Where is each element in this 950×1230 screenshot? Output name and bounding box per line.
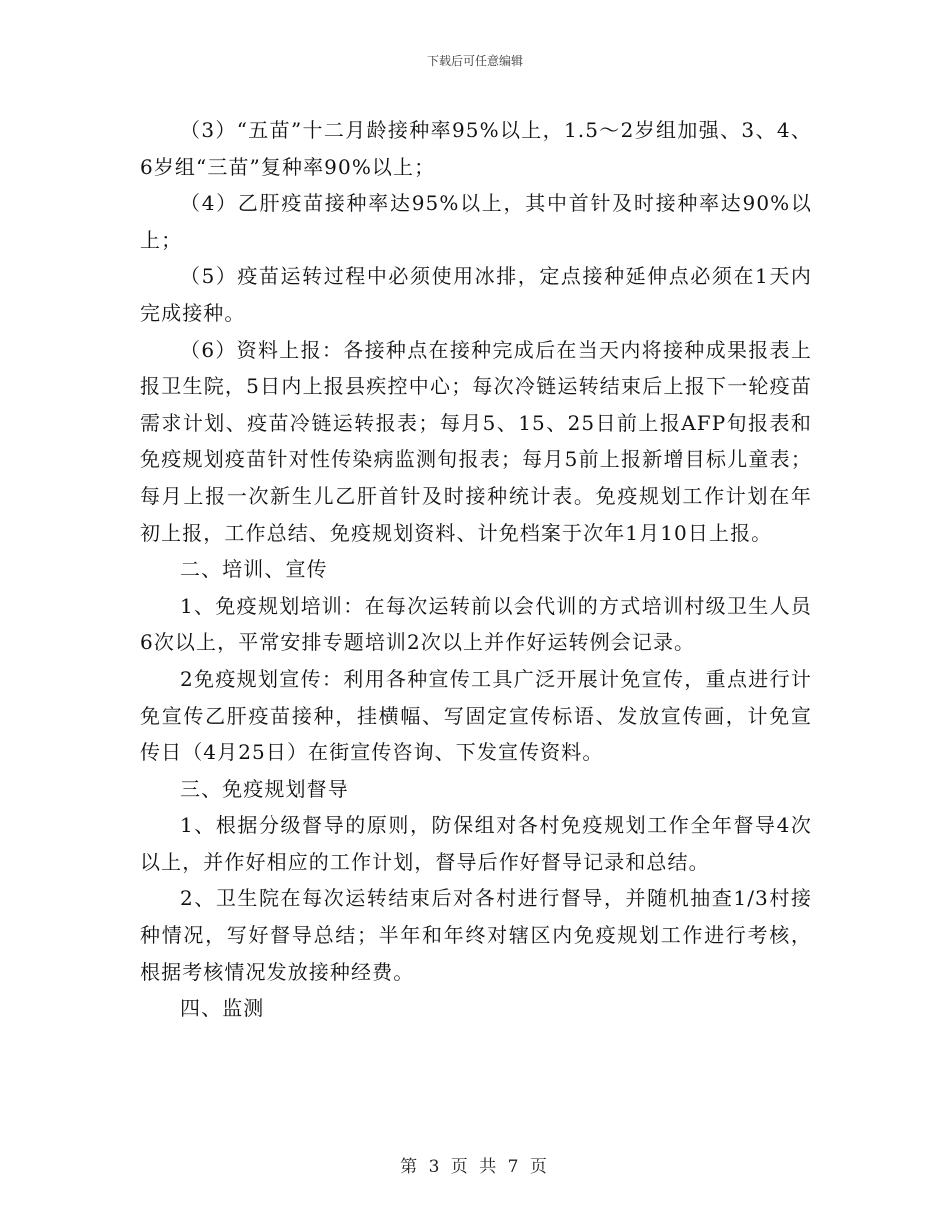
paragraph-supervision-2: 2、卫生院在每次运转结束后对各村进行督导，并随机抽查1/3村接种情况，写好督导总结；半年和年终对辖区内免疫规划工作进行考核，根据考核情况发放接种经费。 bbox=[140, 886, 812, 984]
paragraph-training: 1、免疫规划培训：在每次运转前以会代训的方式培训村级卫生人员6次以上，平常安排专题培训2次以上并作好运转例会记录。 bbox=[140, 593, 812, 655]
paragraph-item-6: （6）资料上报：各接种点在接种完成后在当天内将接种成果报表上报卫生院，5日内上报县疾控中心；每次冷链运转结束后上报下一轮疫苗需求计划、疫苗冷链运转报表；每月5、15、25日前上报AFP旬报表和免疫规划疫苗针对性传染病监测旬报表；每月5前上报新增目标儿童表；每月上报一次新生儿乙肝首针及时接种统计表。免疫规划工作计划在年初上报，工作总结、免疫规划资料、计免档案于次年1月10日上报。 bbox=[140, 337, 812, 545]
section-heading-supervision: 三、免疫规划督导 bbox=[180, 776, 349, 801]
section-heading-training: 二、培训、宣传 bbox=[180, 557, 328, 582]
section-heading-monitoring: 四、监测 bbox=[180, 996, 265, 1021]
paragraph-item-5: （5）疫苗运转过程中必须使用冰排，定点接种延伸点必须在1天内完成接种。 bbox=[140, 264, 812, 325]
paragraph-item-4: （4）乙肝疫苗接种率达95%以上，其中首针及时接种率达90%以上； bbox=[140, 191, 812, 252]
document-body bbox=[140, 112, 812, 1027]
paragraph-supervision-1: 1、根据分级督导的原则，防保组对各村免疫规划工作全年督导4次以上，并作好相应的工作计划，督导后作好督导记录和总结。 bbox=[140, 813, 812, 874]
paragraph-item-3: （3）“五苗”十二月龄接种率95%以上，1.5～2岁组加强、3、4、6岁组“三苗”复种率90%以上； bbox=[140, 118, 812, 179]
page-footer: 第 3 页 共 7 页 bbox=[400, 1157, 550, 1177]
paragraph-publicity: 2免疫规划宣传：利用各种宣传工具广泛开展计免宣传，重点进行计免宣传乙肝疫苗接种，挂横幅、写固定宣传标语、发放宣传画，计免宣传日（4月25日）在街宣传咨询、下发宣传资料。 bbox=[140, 666, 812, 765]
page-header: 下载后可任意编辑 bbox=[426, 54, 523, 68]
